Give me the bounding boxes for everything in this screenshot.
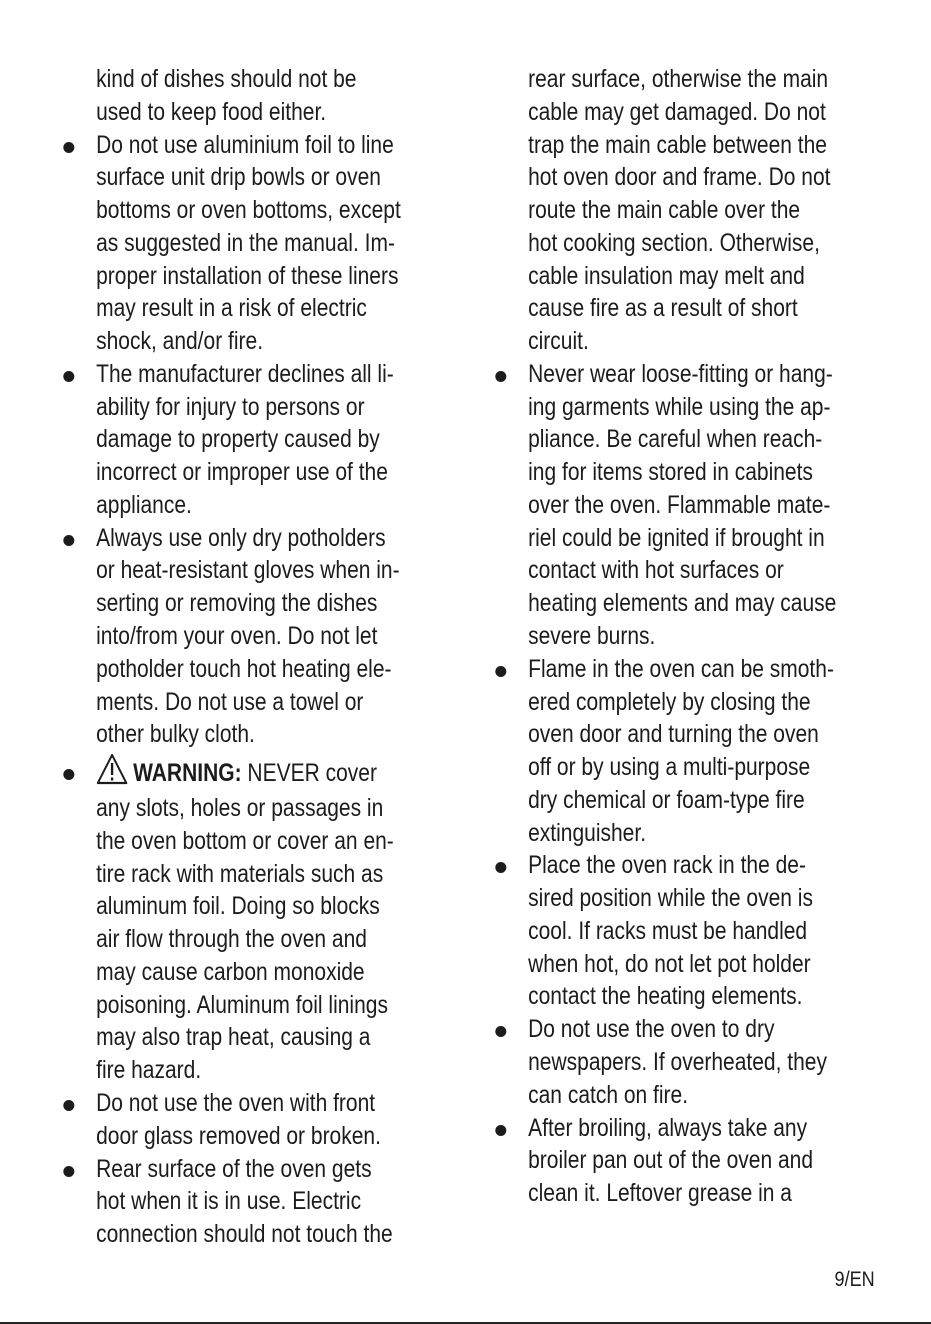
bullet-icon bbox=[63, 769, 74, 780]
text-line: hot oven door and frame. Do not bbox=[528, 163, 831, 192]
text-line: may result in a risk of electric bbox=[96, 294, 367, 323]
text-line: clean it. Leftover grease in a bbox=[528, 1179, 792, 1208]
text-line: poisoning. Aluminum foil linings bbox=[96, 990, 388, 1019]
warning-triangle-icon bbox=[96, 753, 128, 785]
text-line: hot cooking section. Otherwise, bbox=[528, 228, 820, 257]
bullet-manufacturer-liability bbox=[60, 358, 460, 522]
text-line: rear surface, otherwise the main bbox=[528, 65, 829, 93]
text-line: Flame in the oven can be smoth- bbox=[492, 653, 828, 686]
left-column bbox=[60, 63, 460, 1251]
bullet-flame bbox=[492, 653, 892, 850]
bullet-icon bbox=[495, 862, 506, 873]
bullet-aluminium-foil bbox=[60, 129, 460, 358]
bullet-icon bbox=[63, 371, 74, 382]
text-line: ing for items stored in cabinets bbox=[528, 458, 813, 487]
text-line: connection should not touch the bbox=[96, 1220, 393, 1249]
text-line: shock, and/or fire. bbox=[96, 327, 264, 356]
text-line: contact the heating elements. bbox=[528, 982, 803, 1011]
text-line: may cause carbon monoxide bbox=[96, 957, 365, 986]
page-number: 9/EN bbox=[834, 1268, 875, 1291]
text-line: The manufacturer declines all li- bbox=[60, 358, 396, 391]
text-line: bottoms or oven bottoms, except bbox=[96, 196, 401, 225]
text-line: Never wear loose-fitting or hang- bbox=[492, 358, 828, 391]
text-line: WARNING: NEVER cover bbox=[60, 753, 396, 792]
text-line: Always use only dry potholders bbox=[60, 522, 396, 555]
bullet-icon bbox=[495, 371, 506, 382]
text-line: sired position while the oven is bbox=[528, 884, 813, 913]
text-line: circuit. bbox=[528, 327, 589, 356]
bullet-newspapers bbox=[492, 1013, 892, 1111]
bullet-icon bbox=[495, 1026, 506, 1037]
bullet-warning bbox=[60, 753, 460, 1087]
text-line: oven door and turning the oven bbox=[528, 720, 819, 749]
text-line: door glass removed or broken. bbox=[96, 1121, 381, 1150]
text-line: surface unit drip bowls or oven bbox=[96, 163, 381, 192]
bullet-icon bbox=[63, 1166, 74, 1177]
text-line: tire rack with materials such as bbox=[96, 859, 384, 888]
bullet-broiling bbox=[492, 1112, 892, 1210]
bullet-icon bbox=[63, 1100, 74, 1111]
bullet-icon bbox=[63, 535, 74, 546]
bullet-icon bbox=[495, 666, 506, 677]
text-line: hot when it is in use. Electric bbox=[96, 1187, 362, 1216]
text-line: ered completely by closing the bbox=[528, 687, 811, 716]
text-line: dry chemical or foam-type fire bbox=[528, 785, 805, 814]
right-column bbox=[492, 63, 892, 1210]
text-line: can catch on fire. bbox=[528, 1080, 689, 1109]
text-line: cable may get damaged. Do not bbox=[528, 97, 826, 126]
bullet-icon bbox=[63, 142, 74, 153]
text-line: pliance. Be careful when reach- bbox=[528, 425, 823, 454]
text-line: proper installation of these liners bbox=[96, 261, 399, 290]
bullet-rear-surface bbox=[60, 1153, 460, 1251]
text-line: aluminum foil. Doing so blocks bbox=[96, 892, 380, 921]
text-line: or heat-resistant gloves when in- bbox=[96, 556, 400, 585]
text-line: heating elements and may cause bbox=[528, 589, 837, 618]
text-line: when hot, do not let pot holder bbox=[528, 949, 811, 978]
text-line: riel could be ignited if brought in bbox=[528, 523, 825, 552]
text-line: used to keep food either. bbox=[96, 97, 327, 126]
text-line: any slots, holes or passages in bbox=[96, 794, 384, 823]
text-line: serting or removing the dishes bbox=[96, 589, 378, 618]
text-line: extinguisher. bbox=[528, 818, 647, 847]
bullet-potholders bbox=[60, 522, 460, 751]
text-line: Place the oven rack in the de- bbox=[492, 849, 828, 882]
text-line: route the main cable over the bbox=[528, 196, 801, 225]
text-line: off or by using a multi-purpose bbox=[528, 753, 811, 782]
text-line: damage to property caused by bbox=[96, 425, 380, 454]
continued-rear-surface bbox=[492, 63, 892, 358]
bullet-door-glass bbox=[60, 1087, 460, 1153]
text-line: Do not use the oven with front bbox=[60, 1087, 396, 1120]
text-line: appliance. bbox=[96, 490, 192, 519]
text-line: may also trap heat, causing a bbox=[96, 1023, 371, 1052]
text-line: newspapers. If overheated, they bbox=[528, 1047, 827, 1076]
text-line: cause fire as a result of short bbox=[528, 294, 798, 323]
text-line: broiler pan out of the oven and bbox=[528, 1146, 813, 1175]
text-line: cool. If racks must be handled bbox=[528, 916, 808, 945]
text-line: incorrect or improper use of the bbox=[96, 458, 388, 487]
text-line: severe burns. bbox=[528, 622, 656, 651]
text-line: After broiling, always take any bbox=[492, 1112, 828, 1145]
bullet-loose-garments bbox=[492, 358, 892, 653]
text-line: kind of dishes should not be bbox=[96, 65, 357, 93]
text-line: the oven bottom or cover an en- bbox=[96, 826, 394, 855]
text-line: into/from your oven. Do not let bbox=[96, 622, 378, 651]
text-line: ability for injury to persons or bbox=[96, 392, 365, 421]
text-line: Do not use aluminium foil to line bbox=[60, 129, 396, 162]
text-line: over the oven. Flammable mate- bbox=[528, 490, 831, 519]
bullet-icon bbox=[495, 1125, 506, 1136]
text-line: fire hazard. bbox=[96, 1056, 202, 1085]
text-line: Rear surface of the oven gets bbox=[60, 1153, 396, 1186]
text-line: trap the main cable between the bbox=[528, 130, 827, 159]
warning-label: WARNING: bbox=[133, 759, 242, 788]
text-line: ments. Do not use a towel or bbox=[96, 687, 364, 716]
text-line: ing garments while using the ap- bbox=[528, 392, 831, 421]
text-line: as suggested in the manual. Im- bbox=[96, 228, 395, 257]
text-line: other bulky cloth. bbox=[96, 720, 255, 749]
bullet-oven-rack bbox=[492, 849, 892, 1013]
text-line: cable insulation may melt and bbox=[528, 261, 805, 290]
text-line: Do not use the oven to dry bbox=[492, 1013, 828, 1046]
text-line: potholder touch hot heating ele- bbox=[96, 654, 392, 683]
text-line: air flow through the oven and bbox=[96, 925, 367, 954]
text-line: contact with hot surfaces or bbox=[528, 556, 784, 585]
